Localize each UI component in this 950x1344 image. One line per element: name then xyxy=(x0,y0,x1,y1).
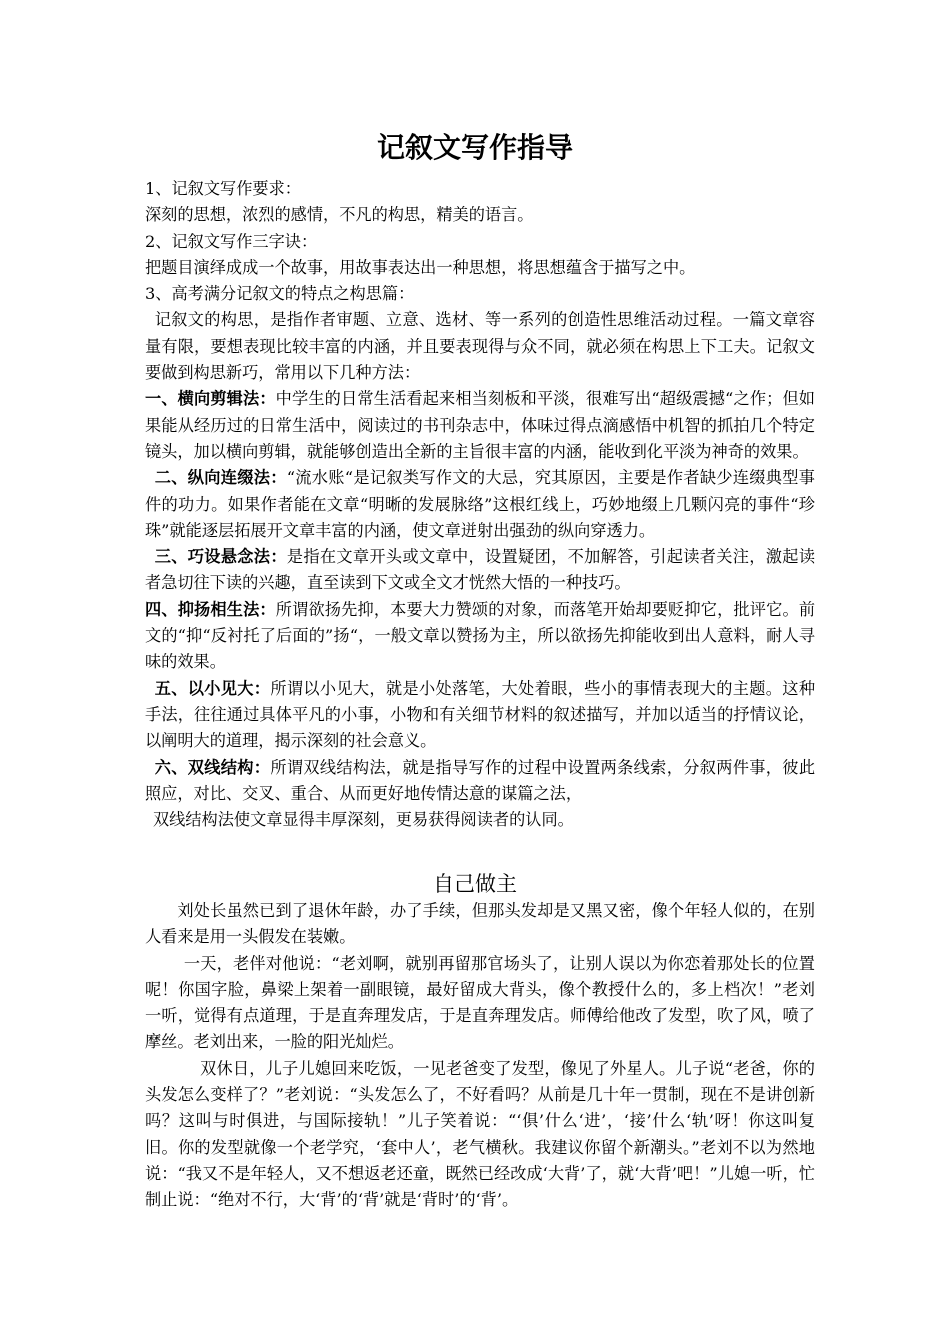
document-title: 记叙文写作指导 xyxy=(376,131,573,164)
section-heading: 1、记叙文写作要求： xyxy=(145,179,301,198)
story-paragraph: 一天，老伴对他说：“老刘啊，就别再留那官场头了，让别人误以为你恋着那处长的位置呢！你国字脸，鼻梁上架着一副眼镜，最好留成大背头，像个教授什么的，多上档次！”老刘一听，觉得有点道理，于是直奔理发店，于是直奔理发店。师傅给他改了发型，吹了风，喷了摩丝。老刘出来，一脸的阳光灿烂。 xyxy=(145,953,815,1052)
method-label: 二、纵向连缀法： xyxy=(154,468,287,488)
section-body: 记叙文的构思，是指作者审题、立意、选材、等一系列的创造性思维活动过程。一篇文章容量有限，要想表现比较丰富的内涵，并且要表现得与众不同，就必须在构思上下工夫。记叙文要做到构思新巧，常用以下几种方法： xyxy=(145,310,815,383)
method-text: 中学生的日常生活看起来相当刻板和平淡，很难写出“超级震撼“之作；但如果能从经历过的日常生活中，阅读过的书刊杂志中，体味过得点滴感悟中机智的抓拍几个特定镜头，加以横向剪辑，就能够创造出全新的主旨很丰富的内涵，能收到化平淡为神奇的效果。 xyxy=(145,389,815,461)
method-label: 三、巧设悬念法： xyxy=(154,547,287,567)
story-title: 自己做主 xyxy=(433,872,517,896)
section-heading: 2、记叙文写作三字诀： xyxy=(145,231,318,251)
method-label: 六、双线结构： xyxy=(154,757,271,777)
method-label: 四、抑扬相生法： xyxy=(145,599,276,619)
method-text: 所谓以小见大，就是小处落笔，大处着眼，些小的事情表现大的主题。这种手法，往往通过具体平凡的小事，小物和有关细节材料的叙述描写，并加以适当的抒情议论，以阐明大的道理，揭示深刻的社会意义。 xyxy=(145,678,816,751)
method-paragraph xyxy=(145,597,815,676)
method-paragraph xyxy=(145,676,815,755)
guide-content xyxy=(145,176,815,833)
section-heading: 3、高考满分记叙文的特点之构思篇： xyxy=(145,284,415,304)
method-paragraph xyxy=(145,465,815,544)
section-body: 把题目演绎成成一个故事，用故事表达出一种思想，将思想蕴含于描写之中。 xyxy=(145,257,696,277)
method-text: 所谓双线结构法，就是指导写作的过程中设置两条线索，分叙两件事，彼此照应，对比、交叉、重合、从而更好地传情达意的谋篇之法， xyxy=(145,757,816,803)
method-paragraph xyxy=(145,386,815,465)
method-paragraph xyxy=(145,544,815,597)
section-body: 深刻的思想，浓烈的感情，不凡的构思，精美的语言。 xyxy=(145,205,534,225)
story-paragraph: 双休日，儿子儿媳回来吃饭，一见老爸变了发型，像见了外星人。儿子说“老爸，你的头发怎么变样了？”老刘说：“头发怎么了，不好看吗？从前是几十年一贯制，现在不是讲创新吗？这叫与时俱进，与国际接轨！”儿子笑着说：“‘俱’什么‘进’，‘接’什么‘轨’呀！你这叫复旧。你的发型就像一个老学究，‘套中人’，老气横秋。我建议你留个新潮头。”老刘不以为然地说：“我又不是年轻人，又不想返老还童，既然已经改成‘大背’了，就‘大背’吧！”儿媳一听，忙制止说：“绝对不行，大‘背’的‘背’就是‘背时’的‘背’。 xyxy=(145,1058,815,1210)
method-text: 是指在文章开头或文章中，设置疑团，不加解答，引起读者关注，激起读者急切往下读的兴趣，直至读到下文或全文才恍然大悟的一种技巧。 xyxy=(145,547,816,593)
story-paragraph: 刘处长虽然已到了退休年龄，办了手续，但那头发却是又黑又密，像个年轻人似的，在别人看来是用一头假发在装嫩。 xyxy=(145,901,815,947)
story-content xyxy=(145,898,815,1214)
method-label: 五、以小见大： xyxy=(154,678,271,698)
method-text: 所谓欲扬先抑，本要大力赞颂的对象，而落笔开始却要贬抑它，批评它。前文的“抑“反衬托了后面的”扬“，一般文章以赞扬为主，所以欲扬先抑能收到出人意料，耐人寻味的效果。 xyxy=(145,599,816,672)
closing-line: 双线结构法使文章显得丰厚深刻，更易获得阅读者的认同。 xyxy=(153,810,574,830)
method-paragraph xyxy=(145,755,815,808)
method-label: 一、横向剪辑法： xyxy=(145,389,276,409)
method-text: “流水账“是记叙类写作文的大忌，究其原因，主要是作者缺少连缀典型事件的功力。如果作者能在文章“明晰的发展脉络”这根红线上，巧妙地缀上几颗闪亮的事件“珍珠”就能逐层拓展开文章丰富的内涵，使文章迸射出强劲的纵向穿透力。 xyxy=(145,468,815,540)
